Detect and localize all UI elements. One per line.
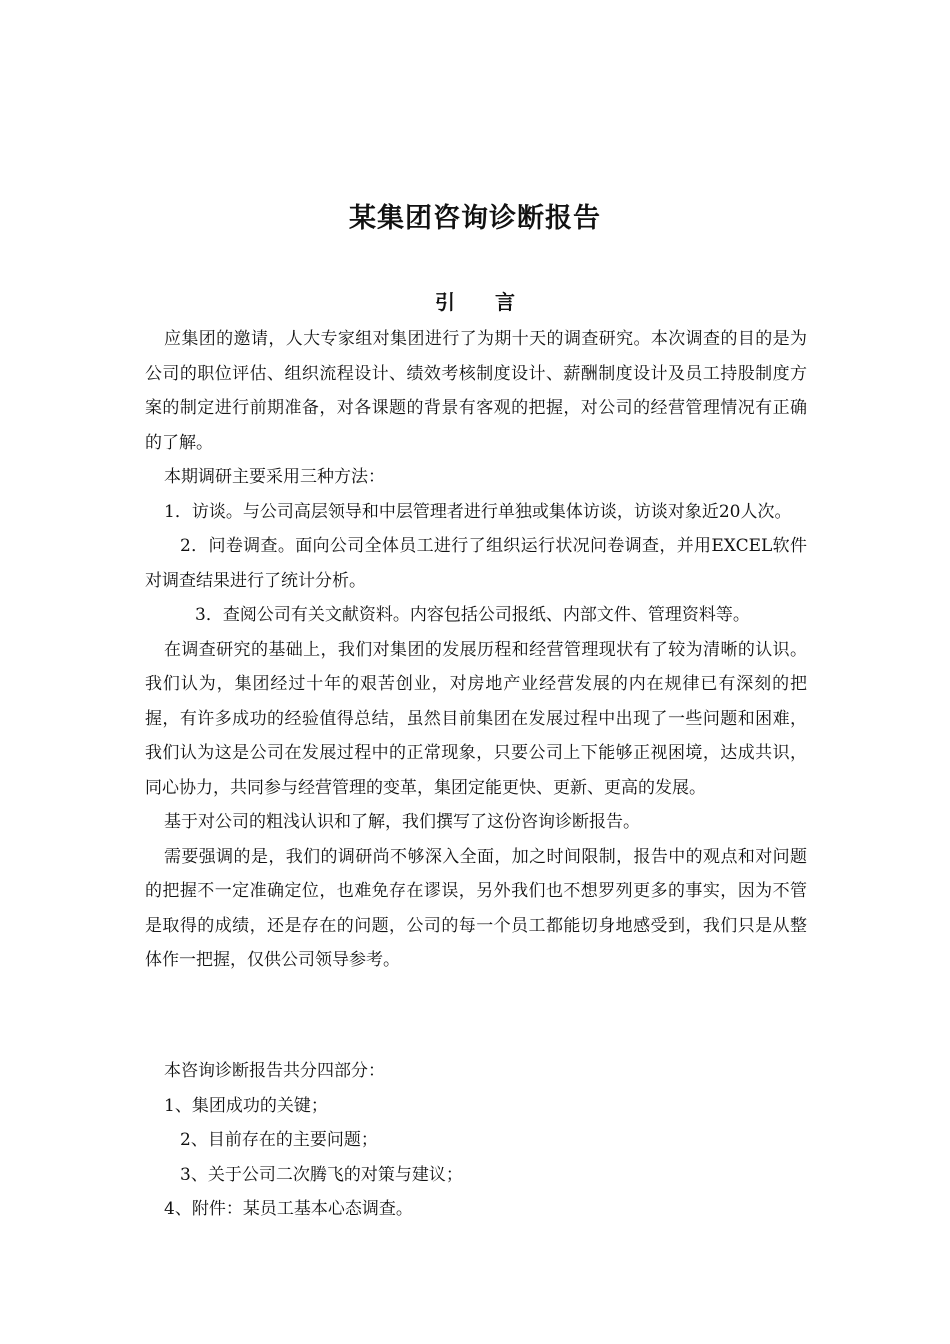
introduction-body bbox=[145, 322, 807, 978]
section-heading-char-1: 引 bbox=[435, 290, 455, 314]
section-heading-char-2: 言 bbox=[495, 290, 515, 314]
outline-item: 1、集团成功的关键； bbox=[164, 1095, 328, 1116]
outline-item: 3、关于公司二次腾飞的对策与建议； bbox=[180, 1164, 463, 1185]
paragraph-methods-intro: 本期调研主要采用三种方法： bbox=[164, 467, 385, 487]
paragraph-method-documents: 3．查阅公司有关文献资料。内容包括公司报纸、内部文件、管理资料等。 bbox=[195, 605, 750, 625]
paragraph-report-basis: 基于对公司的粗浅认识和了解，我们撰写了这份咨询诊断报告。 bbox=[164, 812, 640, 832]
report-outline bbox=[145, 1054, 807, 1227]
paragraph-method-interview: 1．访谈。与公司高层领导和中层管理者进行单独或集体访谈，访谈对象近20人次。 bbox=[164, 501, 792, 522]
paragraph-findings: 在调查研究的基础上，我们对集团的发展历程和经营管理现状有了较为清晰的认识。我们认为，集团经过十年的艰苦创业，对房地产业经营发展的内在规律已有深刻的把握，有许多成功的经验值得总结，虽然目前集团在发展过程中出现了一些问题和困难，我们认为这是公司在发展过程中的正常现象，只要公司上下能够正视困境，达成共识，同心协力，共同参与经营管理的变革，集团定能更快、更新、更高的发展。 bbox=[145, 639, 807, 798]
outline-item: 2、目前存在的主要问题； bbox=[180, 1130, 378, 1150]
document-title: 某集团咨询诊断报告 bbox=[349, 203, 601, 234]
section-heading-introduction bbox=[0, 285, 950, 319]
paragraph-disclaimer: 需要强调的是，我们的调研尚不够深入全面，加之时间限制，报告中的观点和对问题的把握不一定准确定位，也难免存在谬误，另外我们也不想罗列更多的事实，因为不管是取得的成绩，还是存在的问题，公司的每一个员工都能切身地感受到，我们只是从整体作一把握，仅供公司领导参考。 bbox=[145, 846, 807, 970]
paragraph-method-survey: 2．问卷调查。面向公司全体员工进行了组织运行状况问卷调查，并用EXCEL软件对调查结果进行了统计分析。 bbox=[145, 536, 807, 591]
paragraph-purpose: 应集团的邀请，人大专家组对集团进行了为期十天的调查研究。本次调查的目的是为公司的职位评估、组织流程设计、绩效考核制度设计、薪酬制度设计及员工持股制度方案的制定进行前期准备，对各课题的背景有客观的把握，对公司的经营管理情况有正确的了解。 bbox=[145, 329, 807, 453]
outline-intro: 本咨询诊断报告共分四部分： bbox=[164, 1061, 385, 1081]
outline-item: 4、附件：某员工基本心态调查。 bbox=[164, 1199, 413, 1219]
